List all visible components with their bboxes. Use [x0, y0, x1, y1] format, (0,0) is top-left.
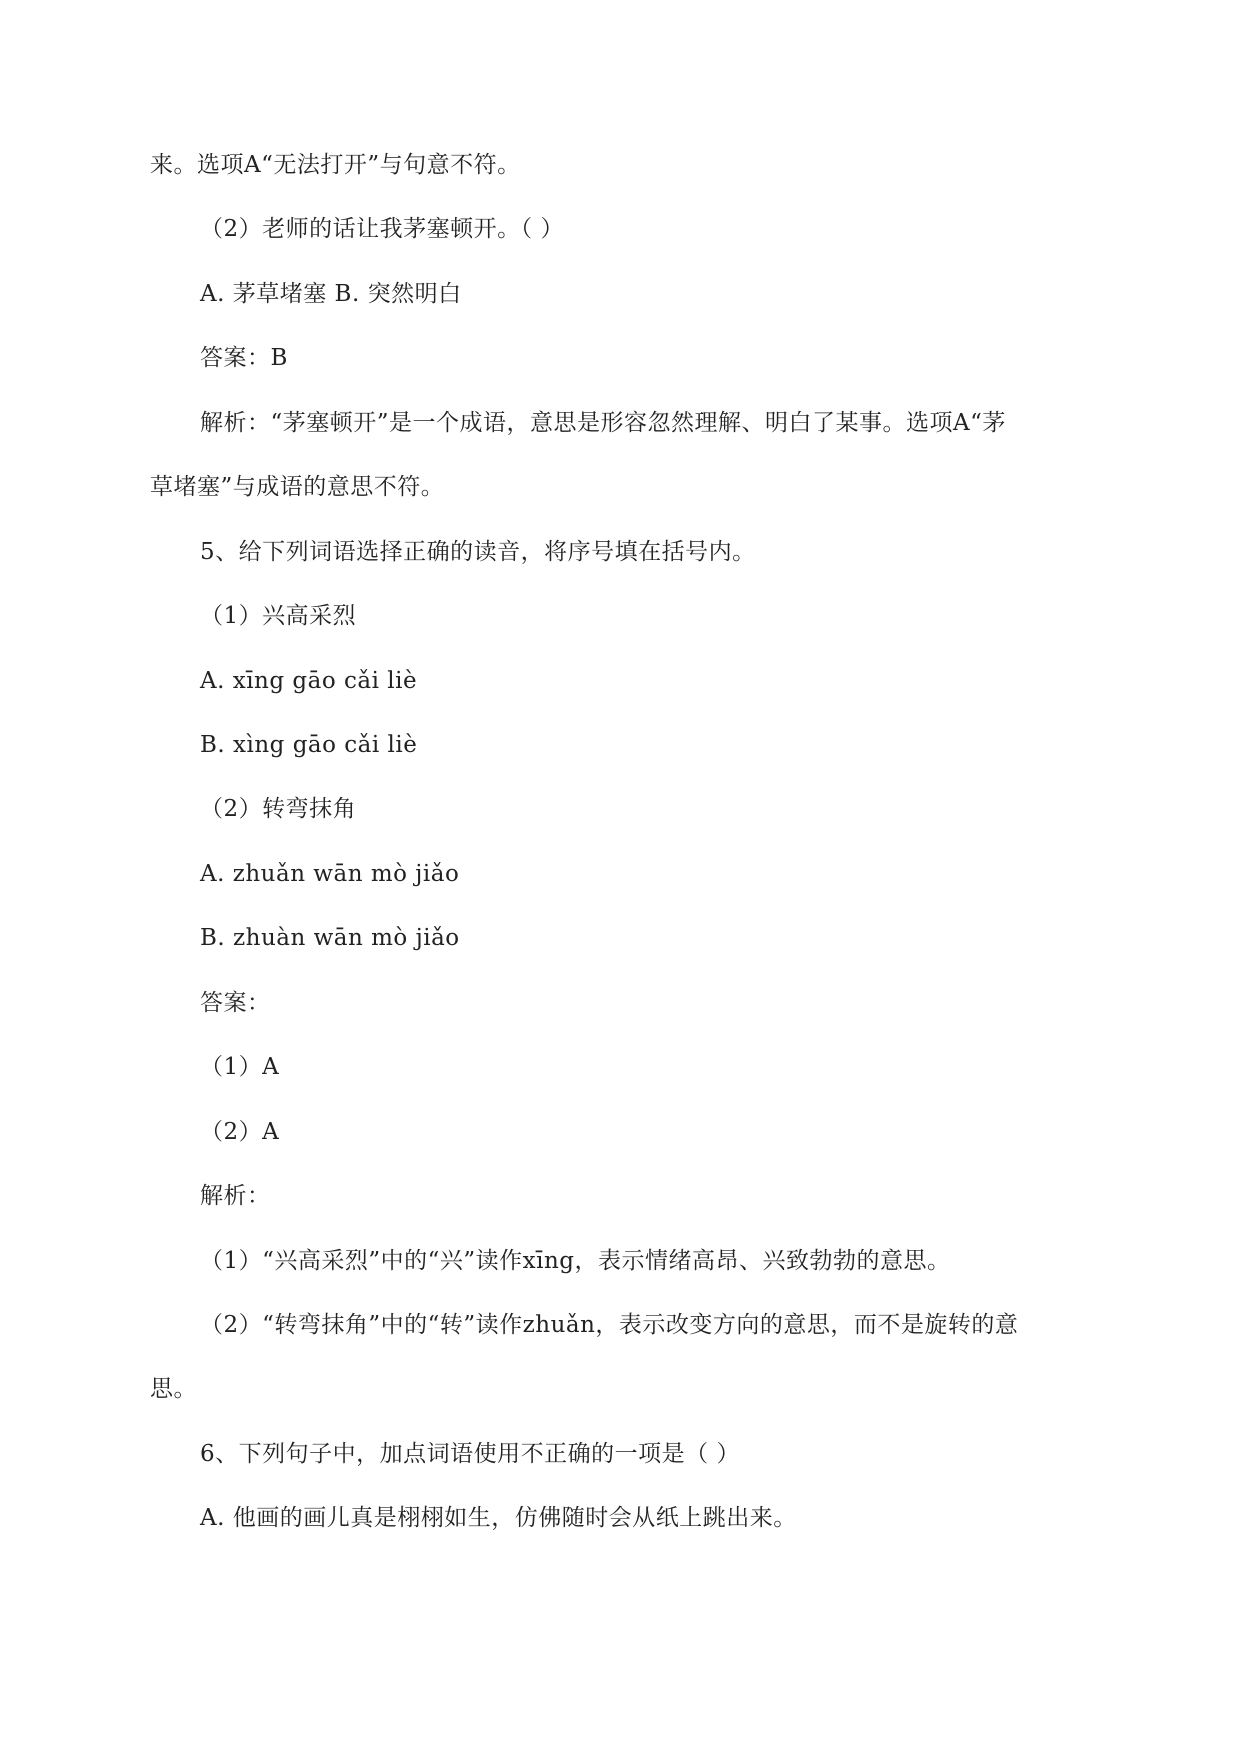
question-line: 5、给下列词语选择正确的读音，将序号填在括号内。 — [200, 539, 756, 565]
analysis-line: 草堵塞”与成语的意思不符。 — [150, 474, 445, 500]
option-line: B. zhuàn wān mò jiǎo — [200, 925, 460, 951]
question-line: （1）兴高采烈 — [200, 603, 357, 629]
analysis-line: 解析：“茅塞顿开”是一个成语，意思是形容忽然理解、明白了某事。选项A“茅 — [200, 410, 1006, 436]
option-line: A. 茅草堵塞 B. 突然明白 — [200, 281, 462, 307]
question-line: （2）老师的话让我茅塞顿开。（ ） — [200, 216, 564, 242]
paragraph-line: 来。选项A“无法打开”与句意不符。 — [150, 152, 521, 178]
answer-line: 答案：B — [200, 345, 288, 371]
option-line: A. xīng gāo cǎi liè — [200, 668, 418, 694]
analysis-line: 思。 — [150, 1376, 197, 1402]
question-line: （2）转弯抹角 — [200, 796, 357, 822]
answer-line: （2）A — [200, 1119, 280, 1145]
option-line: A. zhuǎn wān mò jiǎo — [200, 861, 460, 887]
question-line: 6、下列句子中，加点词语使用不正确的一项是（ ） — [200, 1441, 740, 1467]
analysis-line: （1）“兴高采烈”中的“兴”读作xīng，表示情绪高昂、兴致勃勃的意思。 — [200, 1248, 951, 1274]
option-line: A. 他画的画儿真是栩栩如生，仿佛随时会从纸上跳出来。 — [200, 1505, 797, 1531]
analysis-line: 解析： — [200, 1183, 271, 1209]
answer-line: 答案： — [200, 990, 271, 1016]
analysis-line: （2）“转弯抹角”中的“转”读作zhuǎn，表示改变方向的意思，而不是旋转的意 — [200, 1312, 1019, 1338]
option-line: B. xìng gāo cǎi liè — [200, 732, 418, 758]
answer-line: （1）A — [200, 1054, 280, 1080]
